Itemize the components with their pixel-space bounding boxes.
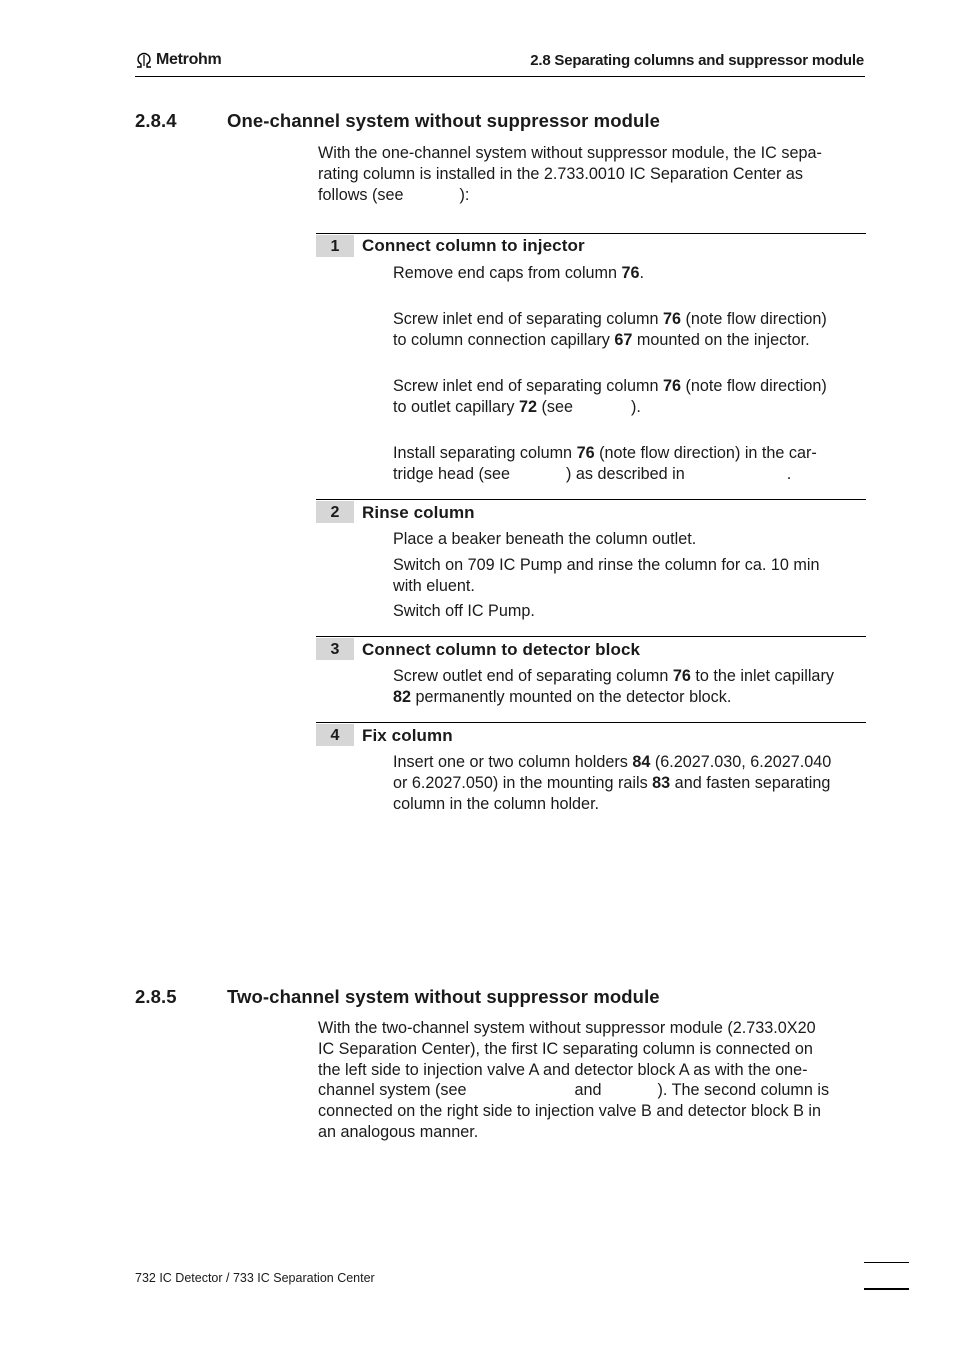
section-heading-285 bbox=[135, 986, 865, 1010]
header-rule bbox=[135, 76, 865, 77]
text: (note flow direction) in the car- bbox=[594, 444, 817, 462]
body-line: the left side to injection valve A and detector block A as with the one- bbox=[318, 1060, 808, 1079]
step-1-para-4 bbox=[393, 443, 865, 485]
footer-text: 732 IC Detector / 733 IC Separation Center bbox=[135, 1271, 375, 1285]
step-2-para-3: Switch off IC Pump. bbox=[393, 602, 535, 620]
text: column in the column holder. bbox=[393, 795, 600, 813]
body-line: an analogous manner. bbox=[318, 1122, 479, 1141]
step-1-para-1 bbox=[393, 263, 865, 284]
body-line: With the two-channel system without suppressor module (2.733.0X20 bbox=[318, 1019, 816, 1037]
step-title: Connect column to injector bbox=[362, 236, 585, 255]
step-1-para-3 bbox=[393, 376, 865, 418]
intro-line: rating column is installed in the 2.733.0010 IC Separation Center as bbox=[318, 164, 804, 183]
logo-text: Metrohm bbox=[156, 51, 222, 68]
text: . bbox=[786, 465, 792, 483]
text: . bbox=[639, 264, 645, 282]
text: or 6.2027.050) in the mounting rails bbox=[393, 774, 653, 792]
step-rule bbox=[316, 233, 866, 234]
text: ). The second column is bbox=[657, 1081, 830, 1100]
text: Insert one or two column holders bbox=[393, 753, 633, 771]
step-4-para-1 bbox=[393, 752, 865, 815]
section-heading-284 bbox=[135, 110, 865, 134]
body-line: IC Separation Center), the first IC separating column is connected on bbox=[318, 1039, 813, 1058]
step-rule bbox=[316, 499, 866, 500]
intro-line: With the one-channel system without suppressor module, the IC sepa- bbox=[318, 144, 822, 162]
section-number: 2.8.5 bbox=[135, 986, 177, 1007]
text: channel system (see bbox=[318, 1081, 467, 1100]
step-number: 4 bbox=[316, 724, 354, 746]
section-title: One-channel system without suppressor module bbox=[227, 110, 661, 131]
step-rule bbox=[316, 636, 866, 637]
metrohm-logo bbox=[135, 51, 221, 69]
item-number: 76 bbox=[662, 310, 681, 328]
text: Screw outlet end of separating column bbox=[393, 667, 673, 685]
text: (6.2027.030, 6.2027.040 bbox=[650, 753, 832, 771]
text: (see bbox=[536, 398, 573, 416]
text: mounted on the injector. bbox=[632, 331, 810, 349]
item-number: 76 bbox=[662, 377, 681, 395]
step-number: 3 bbox=[316, 638, 354, 660]
section-285-body bbox=[318, 1018, 864, 1143]
text: ) as described in bbox=[566, 465, 685, 483]
text: Screw inlet end of separating column bbox=[393, 377, 663, 395]
intro-text: ): bbox=[459, 185, 470, 204]
step-number: 1 bbox=[316, 235, 354, 257]
running-header-title: 2.8 Separating columns and suppressor module bbox=[530, 52, 864, 69]
text: permanently mounted on the detector block. bbox=[411, 688, 732, 706]
item-number: 72 bbox=[518, 398, 537, 416]
text: ). bbox=[630, 398, 641, 416]
text: Install separating column bbox=[393, 444, 577, 462]
item-number: 76 bbox=[621, 264, 640, 282]
step-3-para-1 bbox=[393, 666, 865, 708]
text: (note flow direction) bbox=[680, 310, 827, 328]
step-title: Connect column to detector block bbox=[362, 640, 641, 659]
item-number: 76 bbox=[576, 444, 595, 462]
text: and fasten separating bbox=[670, 774, 831, 792]
text: tridge head (see bbox=[393, 465, 510, 483]
section-284-intro bbox=[318, 143, 864, 205]
section-title: Two-channel system without suppressor module bbox=[227, 986, 660, 1007]
text: and bbox=[574, 1081, 602, 1100]
step-2-para-2 bbox=[393, 555, 865, 597]
text: to outlet capillary bbox=[393, 398, 519, 416]
footer-rule bbox=[864, 1262, 909, 1263]
footer-rule bbox=[864, 1288, 909, 1290]
text: Remove end caps from column bbox=[393, 264, 622, 282]
text: Screw inlet end of separating column bbox=[393, 310, 663, 328]
intro-text: follows (see bbox=[318, 185, 404, 204]
step-title: Rinse column bbox=[362, 503, 475, 522]
text: to column connection capillary bbox=[393, 331, 615, 349]
item-number: 84 bbox=[632, 753, 651, 771]
body-line: connected on the right side to injection valve B and detector block B in bbox=[318, 1102, 822, 1121]
step-title: Fix column bbox=[362, 726, 453, 745]
step-rule bbox=[316, 722, 866, 723]
item-number: 83 bbox=[652, 774, 671, 792]
item-number: 67 bbox=[614, 331, 633, 349]
text: Switch on 709 IC Pump and rinse the column for ca. 10 min bbox=[393, 556, 820, 574]
text: (note flow direction) bbox=[680, 377, 827, 395]
item-number: 82 bbox=[393, 688, 412, 706]
body-line bbox=[318, 1080, 864, 1101]
step-number: 2 bbox=[316, 501, 354, 523]
text: with eluent. bbox=[393, 577, 475, 595]
intro-line bbox=[318, 185, 864, 206]
step-1-para-2 bbox=[393, 309, 865, 351]
text: to the inlet capillary bbox=[690, 667, 834, 685]
section-number: 2.8.4 bbox=[135, 110, 177, 131]
item-number: 76 bbox=[672, 667, 691, 685]
step-2-para-1: Place a beaker beneath the column outlet. bbox=[393, 530, 697, 548]
metrohm-omega-icon bbox=[135, 52, 153, 68]
